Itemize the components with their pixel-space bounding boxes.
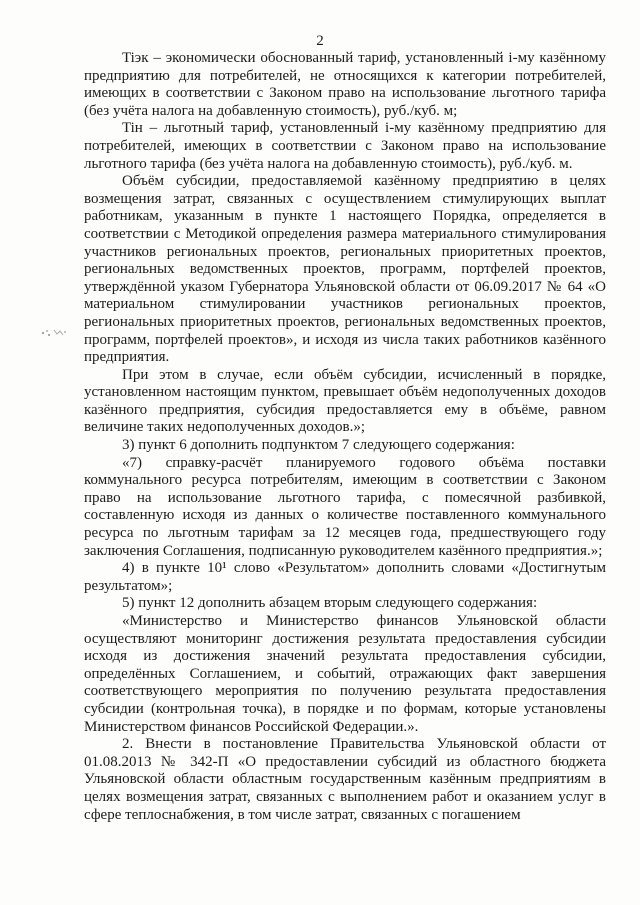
paragraph-item-3: 3) пункт 6 дополнить подпунктом 7 следующего содержания: [122, 437, 515, 454]
paragraph-subsidy-limit: При этом в случае, если объём субсидии, исчисленный в порядке, установленном настоящим пунктом, превышает объём недополученных доходов казённого предприятия, субсидия предоставляется ему в объёме, равном величине таких недополученных доходов.»; [84, 366, 606, 436]
paragraph-subsidy-volume: Объём субсидии, предоставляемой казённому предприятию в целях возмещения затрат, связанных с осуществлением стимулирующих выплат работникам, указанным в пункте 1 настоящего Порядка, определяется в соответствии с Методикой определения размера материального стимулирования участников региональных проектов, региональных приоритетных проектов, региональных ведомственных проектов, программ, портфелей проектов, утверждённой указом Губернатора Ульяновской области от 06.09.2017 № 64 «О материальном стимулировании участников региональных проектов, региональных приоритетных проектов, региональных ведомственных проектов, программ, портфелей проектов», и исходя из числа таких работников казённого предприятия. [84, 173, 606, 366]
document-body [84, 50, 606, 824]
paragraph-item-5: 5) пункт 12 дополнить абзацем вторым следующего содержания: [122, 595, 538, 612]
page-number: 2 [316, 33, 324, 49]
paragraph-subitem-7: «7) справку-расчёт планируемого годового объёма поставки коммунального ресурса потребителям, имеющим в соответствии с Законом право на использование льготного тарифа, с помесячной разбивкой, составленную исходя из данных о количестве поставленного коммунального ресурса по льготным тарифам за 12 месяцев года, предшествующего году заключения Соглашения, подписанную руководителем казённого предприятия.»; [84, 454, 606, 559]
paragraph-item-4: 4) в пункте 10¹ слово «Результатом» дополнить словами «Достигнутым результатом»; [84, 560, 606, 594]
paragraph-tin: Tiн – льготный тариф, установленный i-му казённому предприятию для потребителей, имеющих в соответствии с Законом право на использование льготного тарифа (без учёта налога на добавленную стоимость), руб./куб. м. [84, 120, 606, 172]
scan-artifact-icon [40, 326, 68, 340]
paragraph-monitoring: «Министерство и Министерство финансов Ульяновской области осуществляют мониторинг достижения результата предоставления субсидии исходя из достижения значений результата предоставления субсидии, определённых Соглашением, и событий, отражающих факт завершения соответствующего мероприятия по получению результата предоставления субсидии (контрольная точка), в порядке и по формам, которые установлены Министерством финансов Российской Федерации.». [84, 613, 606, 735]
paragraph-section-2: 2. Внести в постановление Правительства Ульяновской области от 01.08.2013 № 342-П «О предоставлении субсидий из областного бюджета Ульяновской области областным государственным казённым предприятиям в целях возмещения затрат, связанных с выполнением работ и оказанием услуг в сфере теплоснабжения, в том числе затрат, связанных с погашением [84, 736, 606, 823]
paragraph-tiek: Tiэк – экономически обоснованный тариф, установленный i-му казённому предприятию для потребителей, не относящихся к категории потребителей, имеющих в соответствии с Законом право на использование льготного тарифа (без учёта налога на добавленную стоимость), руб./куб. м; [84, 50, 606, 119]
